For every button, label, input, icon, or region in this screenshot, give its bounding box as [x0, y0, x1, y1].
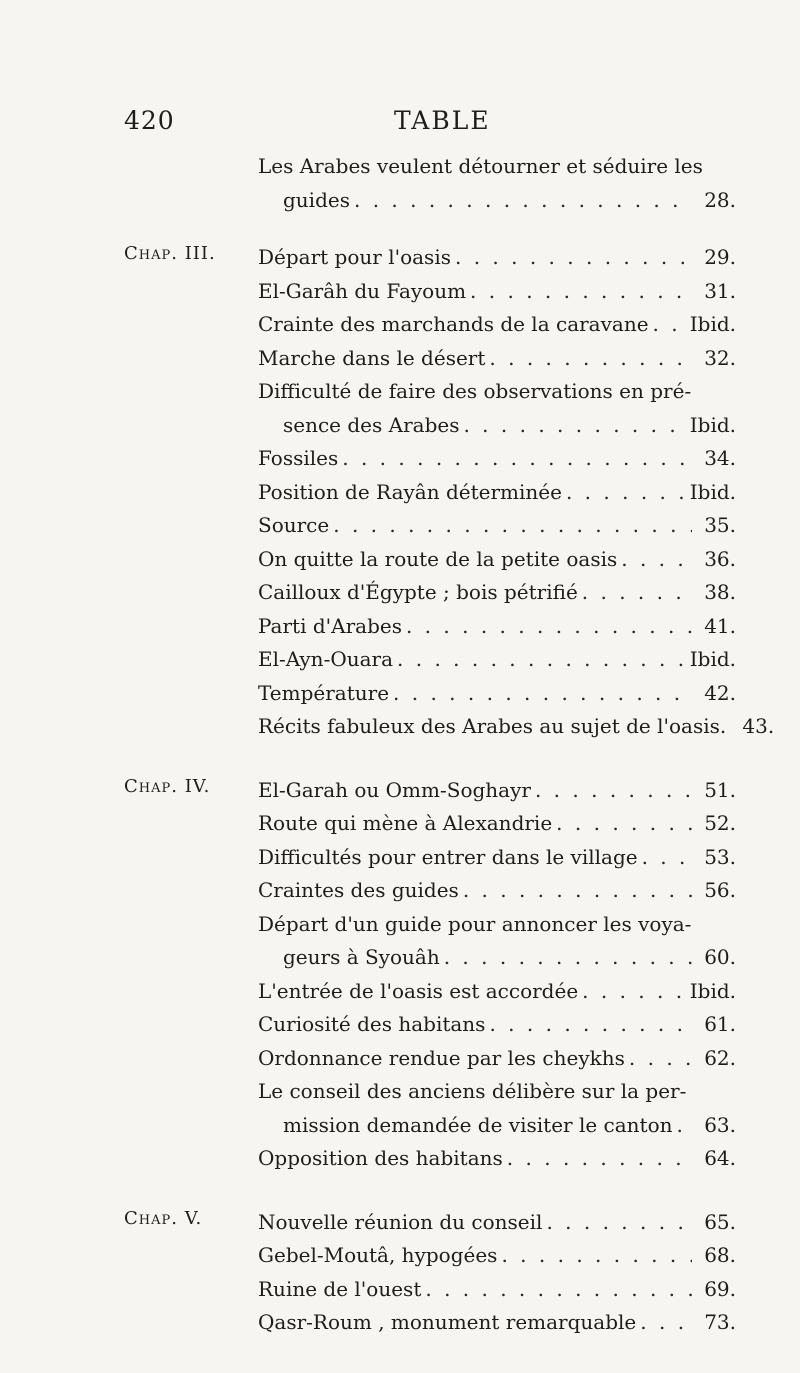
entry-text: mission demandée de visiter le canton [283, 1112, 673, 1137]
leader-dots [333, 509, 692, 543]
leader-dots [489, 1008, 692, 1042]
entry-text-line1: Les Arabes veulent détourner et séduire les [258, 154, 703, 178]
toc-entry [258, 1075, 736, 1142]
toc-entry [258, 150, 736, 217]
leader-dots [463, 409, 685, 443]
leader-dots [653, 308, 686, 342]
entry-page: 36. [704, 546, 736, 571]
page-header [0, 106, 800, 146]
toc-entry [258, 908, 736, 975]
toc-entry [258, 1206, 736, 1240]
entry-text: geurs à Syouâh [283, 945, 440, 969]
chapter-section [0, 774, 800, 1176]
entry-text: Difficultés pour entrer dans le village [258, 844, 638, 869]
toc-entry [258, 975, 736, 1009]
toc-entry [258, 874, 736, 908]
entry-text: Température [258, 680, 390, 705]
entry-text: El-Ayn-Ouara [258, 647, 394, 671]
entry-page: 64. [704, 1146, 736, 1170]
leader-dots [463, 874, 692, 908]
entry-page: 52. [704, 811, 736, 835]
toc-entry [258, 1239, 736, 1273]
entry-page: 62. [704, 1045, 736, 1070]
leader-dots [397, 643, 686, 677]
leader-dots [582, 975, 686, 1009]
entry-page: 65. [704, 1209, 736, 1234]
leader-dots [393, 677, 692, 711]
entry-text: Cailloux d'Égypte ; bois pétrifié [258, 580, 578, 604]
entry-text: Parti d'Arabes [258, 613, 402, 638]
entry-page: 28. [704, 187, 736, 212]
page-number: 420 [124, 106, 175, 135]
chapter-section [0, 241, 800, 744]
leader-dots [556, 807, 692, 841]
toc-entry [258, 774, 736, 808]
table-of-contents [0, 150, 800, 1370]
chapter-label: Chap. III. [124, 243, 216, 264]
entry-page: 60. [704, 945, 736, 969]
entry-text-line1: Départ d'un guide pour annoncer les voya- [258, 911, 692, 936]
entry-text: L'entrée de l'oasis est accordée [258, 978, 579, 1003]
entry-page: Ibid. [689, 312, 736, 336]
entry-text: Ordonnance rendue par les cheykhs [258, 1045, 625, 1070]
entry-page: 68. [704, 1243, 736, 1267]
toc-entry [258, 375, 736, 442]
leader-dots [425, 1273, 692, 1307]
entry-page: 53. [704, 844, 736, 869]
entry-page: 51. [704, 777, 736, 802]
entry-text: Qasr-Roum , monument remarquable [258, 1310, 637, 1334]
entry-page: 41. [704, 613, 736, 638]
toc-entry [258, 1142, 736, 1176]
entry-text: Position de Rayân déterminée [258, 479, 562, 504]
toc-entry [258, 543, 736, 577]
entry-page: 32. [704, 345, 736, 370]
toc-entry [258, 241, 736, 275]
chapter-label: Chap. V. [124, 1207, 203, 1229]
entry-page: 34. [704, 446, 736, 470]
entry-text: Route qui mène à Alexandrie [258, 811, 553, 835]
toc-entry [258, 342, 736, 376]
toc-entry [258, 710, 775, 744]
leader-dots [489, 342, 692, 376]
entry-text: Départ pour l'oasis [258, 245, 451, 269]
leader-dots [406, 610, 692, 644]
leader-dots [342, 442, 692, 476]
toc-entry [258, 807, 736, 841]
entry-page: Ibid. [689, 412, 736, 437]
entry-text-line1: Le conseil des anciens délibère sur la per- [258, 1079, 687, 1103]
entry-text: Craintes des guides [258, 878, 459, 902]
toc-entry [258, 476, 736, 510]
toc-entry [258, 1042, 736, 1076]
entry-page: 29. [704, 245, 736, 269]
entry-page: Ibid. [689, 978, 736, 1003]
entry-text: Gebel-Moutâ, hypogées [258, 1243, 498, 1267]
leader-dots [354, 184, 692, 218]
leader-dots [470, 275, 692, 309]
entry-page: 73. [704, 1310, 736, 1334]
entry-text-line1: Difficulté de faire des observations en pré- [258, 379, 692, 403]
toc-entry [258, 509, 736, 543]
entry-page: 31. [704, 278, 736, 303]
toc-entry [258, 1306, 736, 1340]
toc-entry [258, 1008, 736, 1042]
entry-page: Ibid. [689, 479, 736, 504]
entry-text: Nouvelle réunion du conseil [258, 1209, 543, 1234]
chapter-section [0, 1206, 800, 1340]
leader-dots [640, 1306, 692, 1340]
entry-page: 42. [704, 680, 736, 705]
running-title: TABLE [394, 106, 491, 135]
leader-dots [582, 576, 692, 610]
entry-text: El-Garâh du Fayoum [258, 278, 467, 303]
leader-dots [501, 1239, 692, 1273]
entry-page: 35. [704, 513, 736, 537]
toc-entry [258, 841, 736, 875]
entry-text: Récits fabuleux des Arabes au sujet de l'oasis. [258, 714, 727, 738]
entry-text: Opposition des habitans [258, 1146, 503, 1170]
entry-text: Ruine de l'ouest [258, 1276, 422, 1301]
entry-page: 43. [742, 714, 775, 738]
entry-text: On quitte la route de la petite oasis [258, 546, 618, 571]
leader-dots [546, 1206, 692, 1240]
leader-dots [642, 841, 692, 875]
toc-entry [258, 677, 736, 711]
entry-text: Curiosité des habitans [258, 1012, 486, 1036]
entry-text: sence des Arabes [283, 412, 460, 437]
toc-entry [258, 576, 736, 610]
chapter-label: Chap. IV. [124, 775, 211, 797]
entry-text: Fossiles [258, 446, 339, 470]
toc-entry [258, 308, 736, 342]
entry-page: 63. [704, 1112, 736, 1137]
leader-dots [566, 476, 686, 510]
toc-entry [258, 275, 736, 309]
leader-dots [455, 241, 692, 275]
entry-text: Marche dans le désert [258, 345, 486, 370]
entry-page: 69. [704, 1276, 736, 1301]
entry-page: 56. [704, 878, 736, 902]
toc-entry [258, 610, 736, 644]
entry-text: guides [283, 187, 350, 212]
leader-dots [621, 543, 692, 577]
entry-page: 38. [704, 580, 736, 604]
toc-entry [258, 1273, 736, 1307]
toc-entry [258, 643, 736, 677]
entry-page: Ibid. [689, 647, 736, 671]
leader-dots [507, 1142, 692, 1176]
leader-dots [535, 774, 692, 808]
entry-page: 61. [704, 1012, 736, 1036]
leader-dots [629, 1042, 692, 1076]
leader-dots [677, 1109, 692, 1143]
entry-text: El-Garah ou Omm-Soghayr [258, 777, 531, 802]
leader-dots [444, 941, 692, 975]
toc-entry [258, 442, 736, 476]
entry-text: Source [258, 513, 330, 537]
entry-text: Crainte des marchands de la caravane [258, 312, 649, 336]
